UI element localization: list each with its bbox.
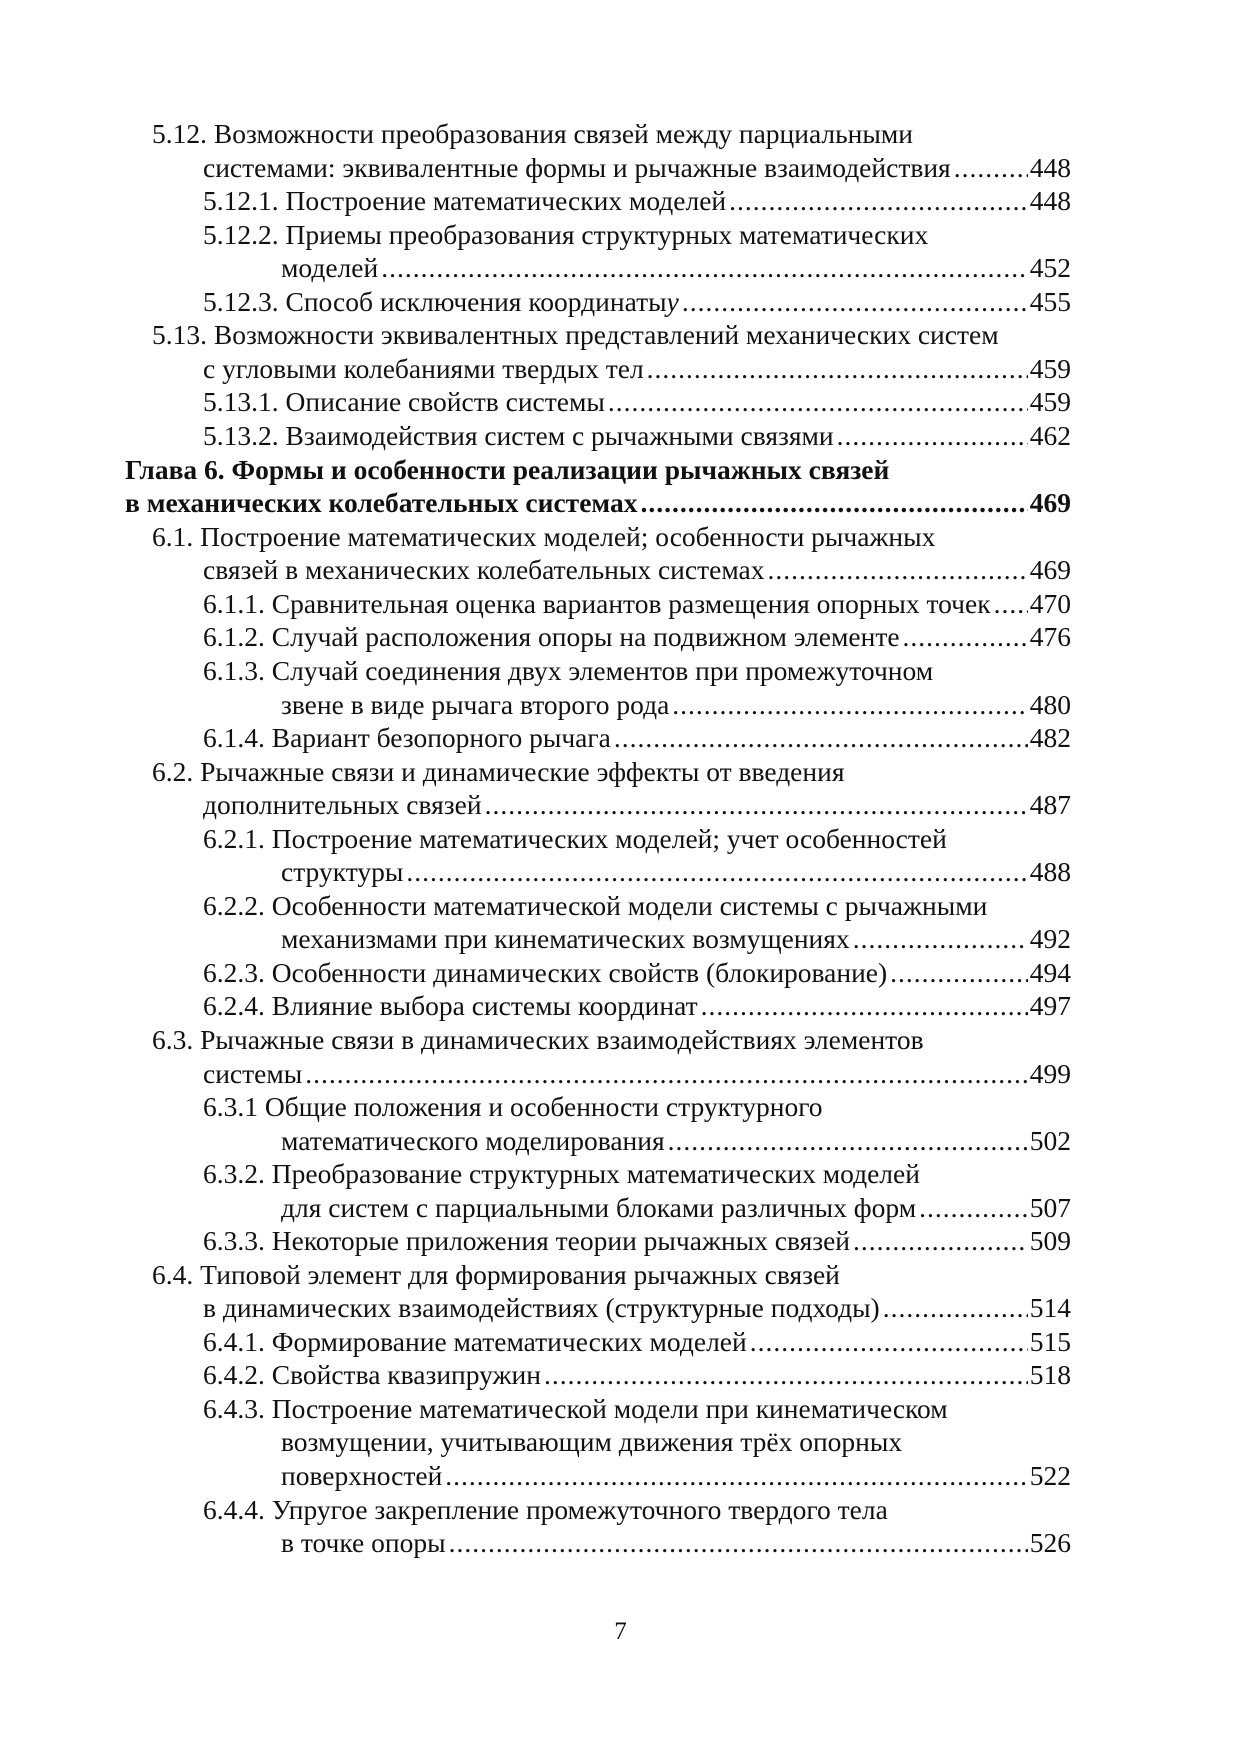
dot-leader xyxy=(768,553,1028,587)
toc-line xyxy=(203,1493,888,1527)
dot-leader xyxy=(544,1358,1028,1392)
toc-line xyxy=(281,251,1071,285)
toc-entry-title: системами: эквивалентные формы и рычажные взаимодействия xyxy=(203,152,951,183)
toc-entry-title: 6.2.4. Влияние выбора системы координат xyxy=(203,990,698,1021)
toc-line xyxy=(203,620,1071,654)
toc-page-number[interactable]: 455 xyxy=(1029,286,1071,317)
toc-entry-title: 6.2.3. Особенности динамических свойств (блокирование) xyxy=(203,957,888,988)
toc-line xyxy=(203,218,928,252)
toc-line xyxy=(203,1057,1071,1091)
dot-leader xyxy=(381,251,1028,285)
toc-entry-title: 6.2. Рычажные связи и динамические эффекты от введения xyxy=(152,756,845,787)
toc-line xyxy=(203,352,1071,386)
dot-leader xyxy=(614,721,1028,755)
toc-line xyxy=(203,151,1071,185)
dot-leader xyxy=(485,788,1028,822)
dot-leader xyxy=(449,1526,1028,1560)
toc-line xyxy=(281,688,1071,722)
toc-entry-title: 5.13.2. Взаимодействия систем с рычажными связями xyxy=(203,420,834,451)
toc-line xyxy=(152,318,999,352)
dot-leader xyxy=(305,1057,1028,1091)
toc-entry-title: 5.13. Возможности эквивалентных представлений механических систем xyxy=(152,319,999,350)
dot-leader xyxy=(890,956,1028,990)
toc-line xyxy=(203,285,1071,319)
toc-entry-title: 6.4.2. Свойства квазипружин xyxy=(203,1359,541,1390)
dot-leader xyxy=(837,419,1028,453)
dot-leader xyxy=(729,184,1028,218)
toc-page-number[interactable]: 470 xyxy=(1029,588,1071,619)
toc-page-number[interactable]: 480 xyxy=(1029,689,1071,720)
toc-page-number[interactable]: 526 xyxy=(1029,1527,1071,1558)
toc-entry-title: связей в механических колебательных системах xyxy=(203,554,765,585)
toc-page-number[interactable]: 494 xyxy=(1029,957,1071,988)
toc-page-number[interactable]: 448 xyxy=(1029,185,1071,216)
toc-line xyxy=(203,1291,1071,1325)
toc-entry-title: 6.3. Рычажные связи в динамических взаимодействиях элементов xyxy=(152,1024,924,1055)
toc-page-number[interactable]: 482 xyxy=(1029,722,1071,753)
toc-page-number[interactable]: 522 xyxy=(1029,1460,1071,1491)
dot-leader xyxy=(406,855,1027,889)
toc-entry-title: в механических колебательных системах xyxy=(125,487,638,518)
dot-leader xyxy=(919,1191,1028,1225)
toc-line xyxy=(152,755,844,789)
toc-line xyxy=(152,1023,924,1057)
toc-line xyxy=(281,855,1071,889)
page-number: 7 xyxy=(614,1618,627,1645)
toc-line xyxy=(125,453,889,487)
toc-entry-title: в динамических взаимодействиях (структурные подходы) xyxy=(203,1292,880,1323)
dot-leader xyxy=(701,989,1028,1023)
toc-line xyxy=(203,587,1071,621)
toc-line xyxy=(281,1425,902,1459)
toc-line xyxy=(203,889,987,923)
toc-line xyxy=(203,956,1071,990)
toc-line xyxy=(203,1325,1071,1359)
toc-entry-title: 5.12.3. Способ исключения координаты xyxy=(203,286,667,317)
toc-line xyxy=(203,822,947,856)
toc-entry-title: 6.2.2. Особенности математической модели системы с рычажными xyxy=(203,890,988,921)
toc-entry-title: математического моделирования xyxy=(281,1125,665,1156)
toc-entry-title: 5.12. Возможности преобразования связей между парциальными xyxy=(152,118,913,149)
toc-line xyxy=(281,1191,1071,1225)
dot-leader xyxy=(750,1325,1028,1359)
toc-entry-title: в точке опоры xyxy=(281,1527,446,1558)
toc-page-number[interactable]: 499 xyxy=(1029,1058,1071,1089)
toc-page-number[interactable]: 488 xyxy=(1029,856,1071,887)
toc-line xyxy=(203,654,933,688)
toc-line xyxy=(281,1526,1071,1560)
toc-entry-title: 6.1.3. Случай соединения двух элементов при промежуточном xyxy=(203,655,934,686)
toc-entry-title: Глава 6. Формы и особенности реализации рычажных связей xyxy=(125,454,890,485)
toc-page-number[interactable]: 476 xyxy=(1029,621,1071,652)
dot-leader xyxy=(668,1124,1028,1158)
toc-entry-variable: y xyxy=(666,286,679,317)
toc-page-number[interactable]: 507 xyxy=(1029,1192,1071,1223)
toc-page-number[interactable]: 514 xyxy=(1029,1292,1071,1323)
toc-entry-title: 5.12.1. Построение математических моделей xyxy=(203,185,727,216)
toc-entry-title: 6.3.2. Преобразование структурных математических моделей xyxy=(203,1158,920,1189)
dot-leader xyxy=(640,486,1027,520)
toc-line xyxy=(125,486,1071,520)
dot-leader xyxy=(903,620,1028,654)
toc-entry-title: 6.1. Построение математических моделей; особенности рычажных xyxy=(152,521,936,552)
toc-page-number[interactable]: 448 xyxy=(1029,152,1071,183)
toc-page-number[interactable]: 452 xyxy=(1029,252,1071,283)
toc-line xyxy=(203,385,1071,419)
toc-entry-title: 5.13.1. Описание свойств системы xyxy=(203,386,605,417)
toc-line xyxy=(203,788,1071,822)
toc-line xyxy=(152,117,913,151)
toc-entry-title: 6.4.3. Построение математической модели при кинематическом xyxy=(203,1393,948,1424)
toc-entry-title: возмущении, учитывающим движения трёх опорных xyxy=(281,1426,903,1457)
toc-page-number[interactable]: 487 xyxy=(1029,789,1071,820)
toc-page-number[interactable]: 518 xyxy=(1029,1359,1071,1390)
toc-entry-title: 6.1.1. Сравнительная оценка вариантов размещения опорных точек xyxy=(203,588,991,619)
toc-line xyxy=(203,1157,920,1191)
dot-leader xyxy=(682,285,1028,319)
toc-line xyxy=(203,184,1071,218)
dot-leader xyxy=(883,1291,1028,1325)
toc-entry-title: системы xyxy=(203,1058,303,1089)
toc-line xyxy=(281,1459,1071,1493)
toc-entry-title: 6.1.4. Вариант безопорного рычага xyxy=(203,722,611,753)
toc-line xyxy=(203,1224,1071,1258)
toc-entry-title: механизмами при кинематических возмущениях xyxy=(281,923,850,954)
toc-entry-title: с угловыми колебаниями твердых тел xyxy=(203,353,644,384)
toc-page-number[interactable]: 515 xyxy=(1029,1326,1071,1357)
toc-entry-title: 6.3.3. Некоторые приложения теории рычажных связей xyxy=(203,1225,851,1256)
dot-leader xyxy=(608,385,1028,419)
toc-line xyxy=(203,1392,948,1426)
dot-leader xyxy=(647,352,1028,386)
toc-entry-title: 6.4. Типовой элемент для формирования рычажных связей xyxy=(152,1259,840,1290)
toc-entry-title: 6.3.1 Общие положения и особенности структурного xyxy=(203,1091,823,1122)
toc-page-number[interactable]: 462 xyxy=(1029,420,1071,451)
toc-line xyxy=(203,721,1071,755)
toc-page-number[interactable]: 459 xyxy=(1029,386,1071,417)
dot-leader xyxy=(672,688,1027,722)
toc-line xyxy=(152,1258,840,1292)
toc-entry-title: структуры xyxy=(281,856,404,887)
toc-page-number[interactable]: 502 xyxy=(1029,1125,1071,1156)
toc-entry-title: звене в виде рычага второго рода xyxy=(281,689,670,720)
toc-entry-title: 6.1.2. Случай расположения опоры на подвижном элементе xyxy=(203,621,900,652)
toc-entry-title: моделей xyxy=(281,252,379,283)
toc-page-number[interactable]: 497 xyxy=(1029,990,1071,1021)
dot-leader xyxy=(853,922,1028,956)
toc-line xyxy=(203,553,1071,587)
toc-line xyxy=(281,1124,1071,1158)
toc-page-number[interactable]: 459 xyxy=(1029,353,1071,384)
toc-line xyxy=(281,922,1071,956)
toc-page-number[interactable]: 469 xyxy=(1029,487,1071,518)
toc-entry-title: 6.4.4. Упругое закрепление промежуточного твердого тела xyxy=(203,1494,888,1525)
dot-leader xyxy=(445,1459,1027,1493)
toc-page-number[interactable]: 492 xyxy=(1029,923,1071,954)
toc-entry-title: 6.2.1. Построение математических моделей; учет особенностей xyxy=(203,823,947,854)
dot-leader xyxy=(994,587,1028,621)
toc-entry-title: 6.4.1. Формирование математических моделей xyxy=(203,1326,747,1357)
toc-line xyxy=(152,520,935,554)
toc-line xyxy=(203,419,1071,453)
dot-leader xyxy=(954,151,1028,185)
toc-entry-title: поверхностей xyxy=(281,1460,443,1491)
toc-line xyxy=(203,1358,1071,1392)
toc-line xyxy=(203,989,1071,1023)
toc-entry-title: для систем с парциальными блоками различных форм xyxy=(281,1192,917,1223)
toc-page-number[interactable]: 509 xyxy=(1029,1225,1071,1256)
toc-entry-title: 5.12.2. Приемы преобразования структурных математических xyxy=(203,219,929,250)
toc-line xyxy=(203,1090,823,1124)
toc-entry-title: дополнительных связей xyxy=(203,789,482,820)
toc-page-number[interactable]: 469 xyxy=(1029,554,1071,585)
dot-leader xyxy=(853,1224,1028,1258)
